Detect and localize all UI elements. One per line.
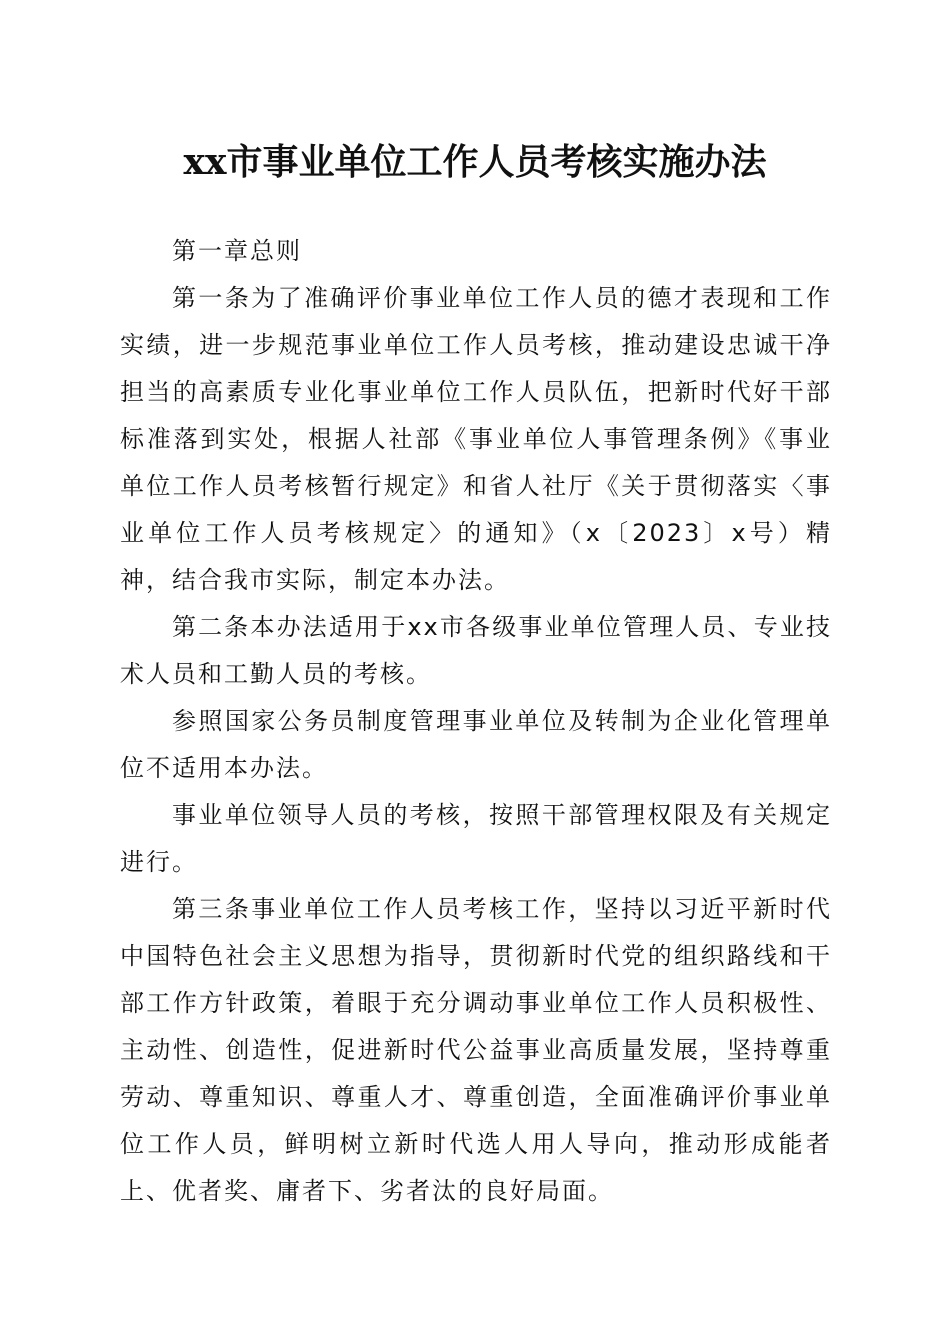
paragraph-leaders: 事业单位领导人员的考核，按照干部管理权限及有关规定进行。 [120,801,832,876]
document-title: xx市事业单位工作人员考核实施办法 [183,141,767,183]
paragraph-article-3: 第三条事业单位工作人员考核工作，坚持以习近平新时代中国特色社会主义思想为指导，贯彻新时代党的组织路线和干部工作方针政策，着眼于充分调动事业单位工作人员积极性、主动性、创造性，促进新时代公益事业高质量发展，坚持尊重劳动、尊重知识、尊重人才、尊重创造，全面准确评价事业单位工作人员，鲜明树立新时代选人用人导向，推动形成能者上、优者奖、庸者下、劣者汰的良好局面。 [120,895,832,1205]
paragraph-article-1: 第一条为了准确评价事业单位工作人员的德才表现和工作实绩，进一步规范事业单位工作人员考核，推动建设忠诚干净担当的高素质专业化事业单位工作人员队伍，把新时代好干部标准落到实处，根据人社部《事业单位人事管理条例》《事业单位工作人员考核暂行规定》和省人社厅《关于贯彻落实〈事业单位工作人员考核规定〉的通知》（x〔2023〕x号）精神，结合我市实际，制定本办法。 [120,284,832,594]
document-body [120,228,832,1215]
chapter-heading: 第一章总则 [172,237,302,265]
paragraph-exclusion: 参照国家公务员制度管理事业单位及转制为企业化管理单位不适用本办法。 [120,707,832,782]
paragraph-article-2: 第二条本办法适用于xx市各级事业单位管理人员、专业技术人员和工勤人员的考核。 [120,613,832,688]
